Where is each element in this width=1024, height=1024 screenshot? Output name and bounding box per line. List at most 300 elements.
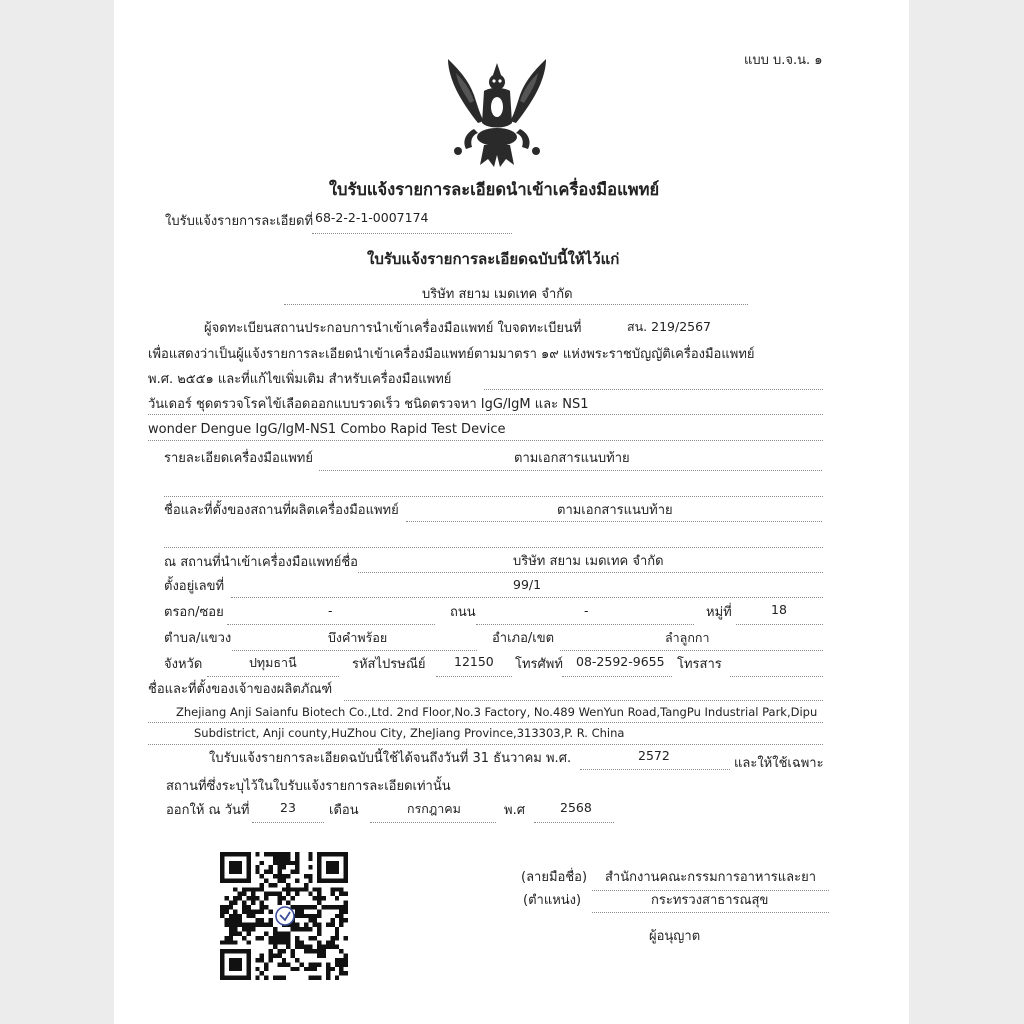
qr-module [339, 887, 343, 891]
qr-module [277, 856, 281, 860]
qr-module [264, 892, 268, 896]
qr-module [282, 887, 286, 891]
qr-module [251, 914, 255, 918]
qr-module [344, 865, 348, 869]
qr-module [326, 878, 330, 882]
receipt-no-value: 68-2-2-1-0007174 [315, 210, 429, 225]
fax-label: โทรสาร [677, 657, 722, 672]
qr-module [238, 962, 242, 966]
qr-module [242, 923, 246, 927]
postcode-value: 12150 [454, 654, 494, 669]
qr-module [299, 909, 303, 913]
qr-module [220, 852, 224, 856]
qr-module [246, 940, 250, 944]
qr-module [317, 878, 321, 882]
qr-module [269, 892, 273, 896]
manufacturer-site-label: ชื่อและที่ตั้งของสถานที่ผลิตเครื่องมือแพทย์ [164, 503, 399, 518]
qr-module [317, 865, 321, 869]
qr-module [282, 949, 286, 953]
qr-module [308, 892, 312, 896]
road-value: - [584, 603, 589, 618]
qr-module [220, 909, 224, 913]
qr-module [299, 914, 303, 918]
qr-module [295, 927, 299, 931]
qr-module [317, 909, 321, 913]
qr-module [317, 949, 321, 953]
qr-module [286, 852, 290, 856]
qr-module [229, 852, 233, 856]
qr-module [322, 905, 326, 909]
qr-module [264, 878, 268, 882]
qr-module [233, 958, 237, 962]
qr-module [238, 914, 242, 918]
qr-module [246, 971, 250, 975]
issue-year-label: พ.ศ [504, 803, 525, 818]
qr-module [233, 909, 237, 913]
qr-module [277, 878, 281, 882]
qr-module [246, 861, 250, 865]
qr-module [224, 949, 228, 953]
product-owner-label: ชื่อและที่ตั้งของเจ้าของผลิตภัณฑ์ [148, 682, 333, 697]
qr-module [308, 874, 312, 878]
qr-module [308, 852, 312, 856]
qr-module [220, 861, 224, 865]
qr-module [339, 967, 343, 971]
issue-month-label: เดือน [329, 803, 359, 818]
qr-module [251, 909, 255, 913]
qr-module [304, 945, 308, 949]
qr-module [260, 861, 264, 865]
qr-module [326, 861, 330, 865]
qr-module [224, 936, 228, 940]
certificate-page [114, 0, 909, 1024]
qr-module [277, 896, 281, 900]
qr-module [299, 945, 303, 949]
qr-module [344, 901, 348, 905]
qr-module [255, 865, 259, 869]
qr-module [238, 870, 242, 874]
qr-module [308, 976, 312, 980]
qr-module [242, 949, 246, 953]
qr-module [233, 896, 237, 900]
qr-module [339, 905, 343, 909]
qr-module [255, 923, 259, 927]
qr-module [220, 949, 224, 953]
qr-module [229, 949, 233, 953]
qr-module [273, 856, 277, 860]
qr-module [344, 954, 348, 958]
qr-code [220, 852, 348, 980]
qr-module [335, 861, 339, 865]
qr-module [255, 958, 259, 962]
qr-module [220, 962, 224, 966]
qr-module [308, 967, 312, 971]
qr-module [286, 945, 290, 949]
qr-module [295, 945, 299, 949]
qr-module [273, 976, 277, 980]
device-name-en: wonder Dengue IgG/IgM-NS1 Combo Rapid Test Device [148, 422, 506, 437]
qr-module [295, 878, 299, 882]
qr-module [308, 949, 312, 953]
qr-module [308, 914, 312, 918]
garuda-emblem [444, 55, 550, 170]
qr-module [339, 918, 343, 922]
qr-module [269, 865, 273, 869]
qr-module [291, 949, 295, 953]
qr-module [286, 861, 290, 865]
qr-module [238, 861, 242, 865]
qr-module [295, 905, 299, 909]
qr-module [246, 954, 250, 958]
qr-module [229, 865, 233, 869]
qr-module [220, 878, 224, 882]
qr-module [317, 856, 321, 860]
qr-module [313, 914, 317, 918]
qr-module [264, 896, 268, 900]
qr-module [322, 949, 326, 953]
qr-module [264, 967, 268, 971]
qr-module [246, 865, 250, 869]
qr-module [317, 874, 321, 878]
qr-module [269, 940, 273, 944]
qr-module [273, 931, 277, 935]
qr-module [224, 976, 228, 980]
qr-module [322, 945, 326, 949]
qr-module [308, 962, 312, 966]
qr-module [335, 896, 339, 900]
qr-module [330, 967, 334, 971]
qr-module [220, 958, 224, 962]
qr-module [229, 976, 233, 980]
qr-module [220, 967, 224, 971]
qr-module [269, 949, 273, 953]
qr-module [264, 905, 268, 909]
qr-module [251, 923, 255, 927]
qr-module [317, 901, 321, 905]
qr-module [344, 852, 348, 856]
qr-module [269, 883, 273, 887]
qr-module [273, 945, 277, 949]
qr-module [246, 949, 250, 953]
district-label: อำเภอ/เขต [492, 631, 555, 646]
qr-module [277, 874, 281, 878]
qr-module [277, 949, 281, 953]
qr-module [277, 962, 281, 966]
qr-module [242, 892, 246, 896]
qr-module [220, 940, 224, 944]
qr-module [339, 949, 343, 953]
qr-module [277, 954, 281, 958]
qr-module [339, 923, 343, 927]
qr-module [304, 905, 308, 909]
province-value: ปทุมธานี [249, 655, 297, 670]
qr-module [246, 856, 250, 860]
qr-module [282, 962, 286, 966]
issue-year: 2568 [560, 800, 592, 815]
qr-module [295, 909, 299, 913]
qr-module [229, 962, 233, 966]
qr-module [233, 931, 237, 935]
district-value: ลำลูกกา [665, 630, 710, 645]
declaration-line-2: พ.ศ. ๒๕๕๑ และที่แก้ไขเพิ่มเติม สำหรับเครื่องมือแพทย์ [148, 372, 452, 387]
qr-module [330, 870, 334, 874]
qr-module [286, 856, 290, 860]
qr-module [317, 923, 321, 927]
qr-module [304, 887, 308, 891]
qr-module [339, 878, 343, 882]
authorizer-role: ผู้อนุญาต [649, 929, 701, 944]
validity-suffix: และให้ใช้เฉพาะ [734, 756, 824, 771]
moo-value: 18 [771, 602, 787, 617]
qr-module [339, 958, 343, 962]
qr-module [229, 940, 233, 944]
qr-module [286, 901, 290, 905]
qr-module [238, 958, 242, 962]
qr-module [335, 870, 339, 874]
qr-module [313, 918, 317, 922]
qr-module [273, 940, 277, 944]
qr-module [238, 923, 242, 927]
qr-module [238, 976, 242, 980]
qr-module [344, 870, 348, 874]
qr-module [330, 892, 334, 896]
qr-module [291, 887, 295, 891]
qr-module [229, 923, 233, 927]
soi-label: ตรอก/ซอย [164, 605, 224, 620]
qr-module [224, 852, 228, 856]
qr-module [295, 958, 299, 962]
qr-module [224, 878, 228, 882]
qr-module [246, 958, 250, 962]
device-details-value: ตามเอกสารแนบท้าย [514, 451, 630, 466]
qr-module [229, 870, 233, 874]
qr-module [255, 887, 259, 891]
subdistrict-label: ตำบล/แขวง [164, 631, 232, 646]
qr-module [220, 971, 224, 975]
qr-module [308, 865, 312, 869]
qr-module [313, 896, 317, 900]
qr-module [246, 923, 250, 927]
qr-module [242, 887, 246, 891]
qr-module [260, 958, 264, 962]
qr-module [246, 896, 250, 900]
device-details-label: รายละเอียดเครื่องมือแพทย์ [164, 451, 313, 466]
qr-module [282, 958, 286, 962]
qr-module [335, 852, 339, 856]
import-site-name: บริษัท สยาม เมดเทค จำกัด [513, 554, 664, 569]
qr-module [246, 914, 250, 918]
qr-module [224, 896, 228, 900]
qr-module [313, 962, 317, 966]
qr-module [282, 852, 286, 856]
qr-module [264, 852, 268, 856]
qr-module [251, 887, 255, 891]
qr-module [229, 967, 233, 971]
qr-module [233, 887, 237, 891]
qr-module [326, 870, 330, 874]
qr-module [322, 878, 326, 882]
qr-module [326, 945, 330, 949]
qr-module [295, 870, 299, 874]
qr-module [295, 892, 299, 896]
qr-module [277, 892, 281, 896]
qr-module [282, 861, 286, 865]
qr-module [224, 918, 228, 922]
qr-module [229, 931, 233, 935]
qr-module [286, 887, 290, 891]
qr-module [260, 954, 264, 958]
qr-module [308, 936, 312, 940]
qr-module [330, 887, 334, 891]
qr-module [246, 931, 250, 935]
qr-module [308, 945, 312, 949]
qr-module [229, 905, 233, 909]
qr-module [291, 954, 295, 958]
qr-module [269, 936, 273, 940]
qr-module [246, 870, 250, 874]
qr-module [317, 870, 321, 874]
qr-module [229, 958, 233, 962]
qr-module [220, 856, 224, 860]
qr-module [286, 892, 290, 896]
qr-module [304, 874, 308, 878]
qr-module [220, 874, 224, 878]
qr-module [255, 909, 259, 913]
qr-module [335, 927, 339, 931]
qr-module [251, 901, 255, 905]
qr-module [344, 856, 348, 860]
issue-date-label: ออกให้ ณ วันที่ [166, 803, 250, 818]
qr-module [246, 887, 250, 891]
qr-module [339, 914, 343, 918]
qr-module [344, 892, 348, 896]
qr-module [317, 892, 321, 896]
qr-module [317, 927, 321, 931]
qr-module [246, 874, 250, 878]
qr-module [326, 976, 330, 980]
qr-module [220, 914, 224, 918]
qr-module [269, 918, 273, 922]
qr-module [344, 971, 348, 975]
qr-module [233, 870, 237, 874]
qr-module [335, 887, 339, 891]
import-site-label: ณ สถานที่นำเข้าเครื่องมือแพทย์ชื่อ [164, 555, 358, 570]
qr-module [304, 883, 308, 887]
qr-module [326, 940, 330, 944]
qr-module [242, 936, 246, 940]
document-title: ใบรับแจ้งรายการละเอียดนำเข้าเครื่องมือแพทย์ [329, 180, 660, 199]
qr-module [330, 905, 334, 909]
qr-module [317, 945, 321, 949]
qr-module [295, 940, 299, 944]
qr-module [344, 936, 348, 940]
qr-module [308, 927, 312, 931]
qr-module [299, 905, 303, 909]
qr-module [317, 962, 321, 966]
qr-module [277, 852, 281, 856]
qr-module [295, 887, 299, 891]
qr-module [242, 878, 246, 882]
qr-module [238, 896, 242, 900]
qr-module [322, 954, 326, 958]
qr-module [251, 892, 255, 896]
qr-module [238, 865, 242, 869]
qr-module [335, 962, 339, 966]
qr-module [317, 931, 321, 935]
qr-module [344, 918, 348, 922]
qr-module [330, 940, 334, 944]
manufacturer-site-value: ตามเอกสารแนบท้าย [557, 503, 673, 518]
position-value: กระทรวงสาธารณสุข [651, 893, 769, 908]
qr-module [313, 976, 317, 980]
qr-module [220, 976, 224, 980]
qr-module [299, 887, 303, 891]
qr-module [295, 936, 299, 940]
issue-day: 23 [280, 800, 296, 815]
qr-module [282, 856, 286, 860]
province-label: จังหวัด [164, 657, 203, 672]
qr-module [238, 878, 242, 882]
qr-module [299, 927, 303, 931]
qr-module [264, 931, 268, 935]
qr-module [326, 852, 330, 856]
qr-module [295, 856, 299, 860]
qr-module [255, 918, 259, 922]
qr-module [255, 976, 259, 980]
qr-module [224, 909, 228, 913]
qr-module [277, 861, 281, 865]
qr-module [233, 865, 237, 869]
qr-module [286, 962, 290, 966]
qr-module [277, 901, 281, 905]
signature-label: (ลายมือชื่อ) [521, 870, 588, 885]
qr-module [233, 962, 237, 966]
qr-module [238, 918, 242, 922]
declaration-line-1: เพื่อแสดงว่าเป็นผู้แจ้งรายการละเอียดนำเข้าเครื่องมือแพทย์ตามมาตรา ๑๙ แห่งพระราชบัญญัติเครื่องมือแพทย์ [148, 347, 755, 362]
qr-module [330, 945, 334, 949]
validity-line-2: สถานที่ซึ่งระบุไว้ในใบรับแจ้งรายการละเอียดเท่านั้น [166, 779, 451, 794]
qr-module [282, 931, 286, 935]
qr-module [260, 905, 264, 909]
qr-module [330, 923, 334, 927]
qr-module [317, 940, 321, 944]
qr-module [260, 909, 264, 913]
qr-module [264, 962, 268, 966]
qr-module [330, 878, 334, 882]
qr-module [238, 967, 242, 971]
qr-module [322, 852, 326, 856]
qr-module [269, 870, 273, 874]
qr-module [260, 923, 264, 927]
qr-module [264, 923, 268, 927]
qr-module [291, 861, 295, 865]
qr-module [273, 927, 277, 931]
qr-module [326, 865, 330, 869]
qr-module [282, 976, 286, 980]
soi-value: - [328, 603, 333, 618]
address-no-label: ตั้งอยู่เลขที่ [164, 579, 225, 594]
road-label: ถนน [450, 605, 476, 620]
qr-module [344, 878, 348, 882]
qr-module [233, 927, 237, 931]
qr-module [251, 896, 255, 900]
qr-module [339, 892, 343, 896]
qr-module [229, 927, 233, 931]
qr-module [233, 852, 237, 856]
qr-module [295, 861, 299, 865]
qr-module [277, 976, 281, 980]
qr-module [282, 896, 286, 900]
